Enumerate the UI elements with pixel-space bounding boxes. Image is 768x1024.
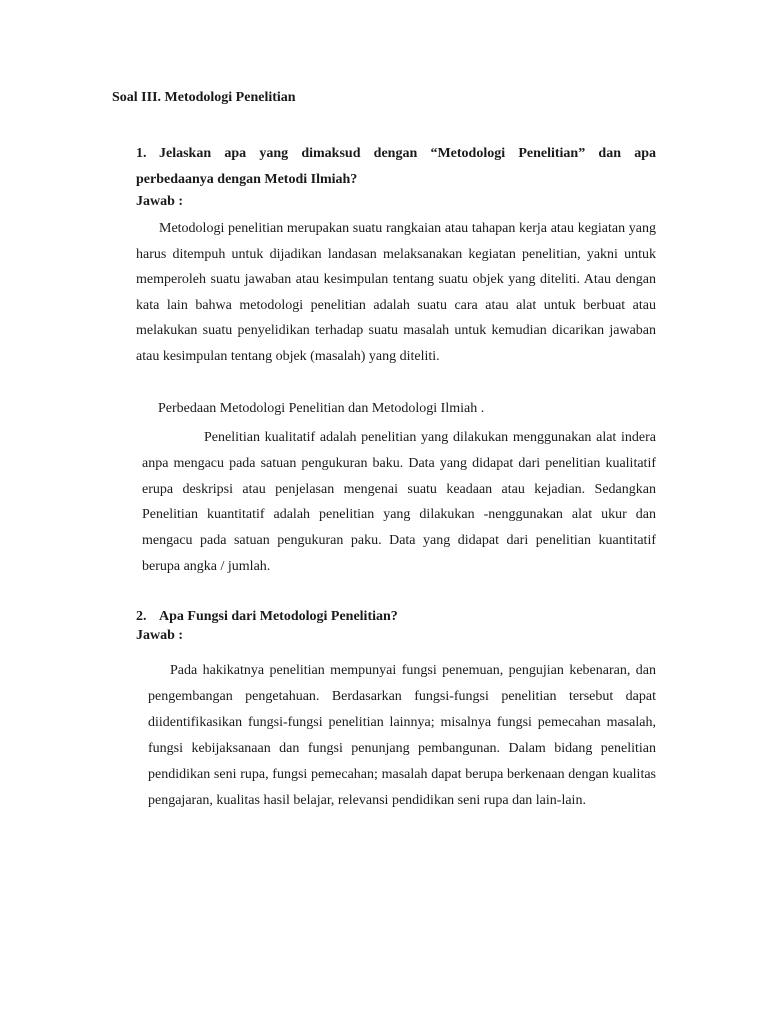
answer-2-label: Jawab :: [136, 628, 184, 643]
answer-2-paragraph-block: [148, 658, 656, 813]
answer-2-paragraph: Pada hakikatnya penelitian mempunyai fungsi penemuan, pengujian kebenaran, dan pengembangan pengetahuan. Berdasarkan fungsi-fungsi penelitian tersebut dapat diidentifikasikan fungsi-fungsi penelitian lainnya; misalnya fungsi pemecahan masalah, fungsi kebijaksanaan dan fungsi penunjang pembangunan. Dalam bidang penelitian pendidikan seni rupa, fungsi pemecahan; masalah dapat berupa berkenaan dengan kualitas pengajaran, kualitas hasil belajar, relevansi pendidikan seni rupa dan lain-lain.: [148, 663, 656, 808]
question-1-text: Jelaskan apa yang dimaksud dengan “Metodologi Penelitian” dan apa perbedaanya dengan Metodi Ilmiah?: [136, 146, 656, 187]
answer-1-paragraph-3-block: [142, 425, 656, 580]
question-1: [136, 141, 656, 193]
question-2-text: Apa Fungsi dari Metodologi Penelitian?: [159, 609, 398, 624]
answer-1-paragraph-2: Perbedaan Metodologi Penelitian dan Metodologi Ilmiah .: [158, 401, 485, 416]
answer-1-paragraph-1-block: [136, 216, 656, 370]
answer-1-paragraph-1: Metodologi penelitian merupakan suatu rangkaian atau tahapan kerja atau kegiatan yang harus ditempuh untuk dijadikan landasan melaksanakan kegiatan penelitian, yakni untuk memperoleh suatu jawaban atau kesimpulan tentang suatu objek yang diteliti. Atau dengan kata lain bahwa metodologi penelitian adalah suatu cara atau alat untuk berbuat atau melakukan suatu penyelidikan terhadap suatu masalah untuk kemudian dicarikan jawaban atau kesimpulan tentang objek (masalah) yang diteliti.: [136, 221, 656, 364]
section-heading: Soal III. Metodologi Penelitian: [112, 90, 296, 105]
answer-1-paragraph-3: Penelitian kualitatif adalah penelitian yang dilakukan menggunakan alat indera anpa mengacu pada satuan pengukuran baku. Data yang didapat dari penelitian kualitatif erupa deskripsi atau penjelasan mengenai suatu keadaan atau kejadian. Sedangkan Penelitian kuantitatif adalah penelitian yang dilakukan -nenggunakan alat ukur dan mengacu pada satuan pengukuran paku. Data yang didapat dari penelitian kuantitatif berupa angka / jumlah.: [142, 430, 656, 574]
question-1-number: 1.: [136, 146, 147, 161]
question-2: [136, 609, 656, 625]
answer-1-label: Jawab :: [136, 194, 184, 209]
question-2-number: 2.: [136, 609, 147, 624]
